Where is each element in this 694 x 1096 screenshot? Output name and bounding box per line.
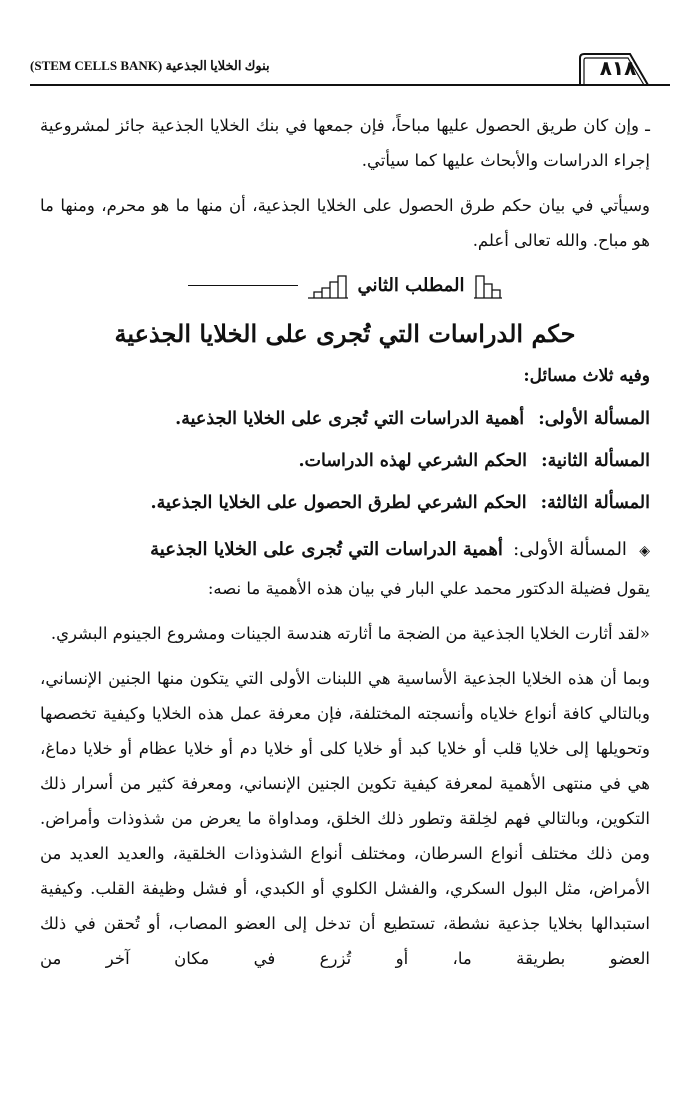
page-number-tab [578,52,650,86]
issue-1 [40,398,650,440]
header-rule [30,84,670,86]
issue-1-text: أهمية الدراسات التي تُجرى على الخلايا الجذعية. [175,409,525,429]
issue-3-label: المسألة الثالثة: [540,493,650,513]
page-header [30,52,670,88]
stairs-left-icon [308,272,348,300]
issue-1-label: المسألة الأولى: [538,409,650,429]
paragraph-3: يقول فضيلة الدكتور محمد علي البار في بيان هذه الأهمية ما نصه: [207,579,650,598]
stairs-right-icon [474,272,502,300]
section-rule [188,285,298,286]
diamond-bullet-icon: ◈ [639,543,650,559]
paragraph-1: ـ وإن كان طريق الحصول عليها مباحاً، فإن جمعها في بنك الخلايا الجذعية جائز لمشروعية إجراء الدراسات والأبحاث عليها كما سيأتي. [40,116,650,170]
subsection-label: المسألة الأولى: [513,539,627,560]
paragraph-5: وبما أن هذه الخلايا الجذعية الأساسية هي اللبنات الأولى التي يتكون منها الجنين الإنساني، وبالتالي كافة أنواع خلاياه وأنسجته المختلفة، فإن معرفة عمل هذه الخلايا وكيفية تخصصها وتحويلها إلى خلايا قلب أو خلايا كبد أو خلايا كلى أو خلايا دم أو خلايا عظام أو خلايا دماغ، هي في منتهى الأهمية لمعرفة كيفية تكوين الجنين الإنساني، ومعرفة كثير من أسرار ذلك التكوين، وبالتالي فهم لخِلقة وتطور ذلك الخلق، ومداواة ما يعرض من شذوذات وأمراض. ومن ذلك مختلف أنواع السرطان، ومختلف أنواع الشذوذات الخلقية، والعديد العديد من الأمراض، مثل البول السكري، والفشل الكلوي أو الكبدي، أو فشل وظيفة القلب. وكيفية استبدالها بخلايا جذعية نشطة، تستطيع أن تدخل إلى العضو المصاب، أو تُحقن في ذلك العضو بطريقة ما، أو تُزرع في مكان آخر من [40,669,650,968]
issue-2-label: المسألة الثانية: [541,451,650,471]
subsection-title: أهمية الدراسات التي تُجرى على الخلايا الجذعية [150,539,503,560]
paragraph-2: وسيأتي في بيان حكم طرق الحصول على الخلايا الجذعية، أن منها ما هو محرم، ومنها ما هو مباح. والله تعالى أعلم. [40,196,650,250]
issue-3-text: الحكم الشرعي لطرق الحصول على الخلايا الجذعية. [150,493,527,513]
section-marker [188,268,503,303]
issue-3 [40,482,650,524]
section-marker-label: المطلب الثاني [357,275,465,296]
main-text [40,108,650,986]
paragraph-4: «لقد أثارت الخلايا الجذعية من الضجة ما أثارته هندسة الجينات ومشروع الجينوم البشري. [50,624,650,643]
issues-intro: وفيه ثلاث مسائل: [523,366,650,386]
issue-2-text: الحكم الشرعي لهذه الدراسات. [298,451,528,471]
section-marker-row [40,268,650,312]
subsection-heading [40,532,650,569]
section-title: حكم الدراسات التي تُجرى على الخلايا الجذعية [114,319,576,348]
issue-2 [40,440,650,482]
running-title: بنوك الخلايا الجذعية (STEM CELLS BANK) [30,58,270,73]
page-number: ٨١٨ [599,56,637,80]
